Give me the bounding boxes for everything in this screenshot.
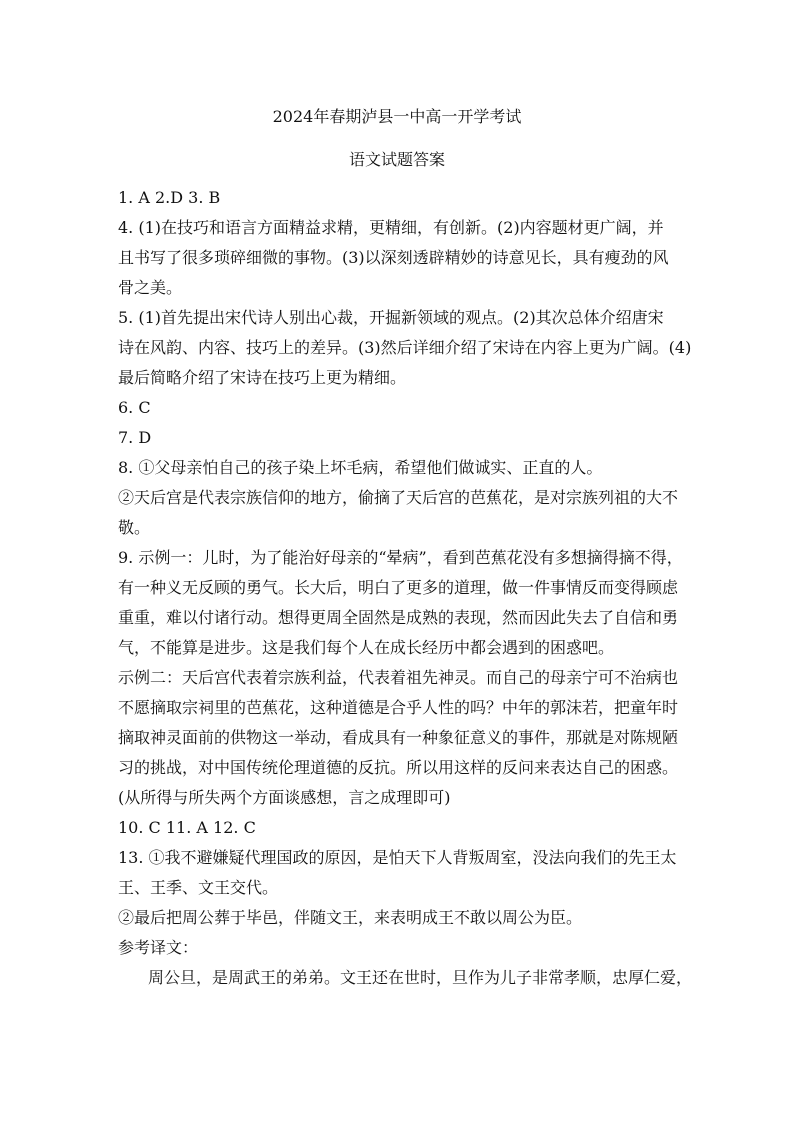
answer-line: 王、王季、文王交代。 bbox=[118, 878, 279, 897]
answer-line: 参考译文： bbox=[118, 938, 199, 957]
answer-line: ②最后把周公葬于毕邑，伴随文王，来表明成王不敢以周公为臣。 bbox=[118, 908, 583, 927]
answer-line: 5. (1)首先提出宋代诗人别出心裁，开掘新领域的观点。(2)其次总体介绍唐宋 bbox=[118, 308, 664, 327]
answer-line: 不愿摘取宗祠里的芭蕉花，这种道德是合乎人性的吗？中年的郭沫若，把童年时 bbox=[118, 698, 679, 717]
answer-line: 最后简略介绍了宋诗在技巧上更为精细。 bbox=[118, 368, 407, 387]
answer-line: 10. C 11. A 12. C bbox=[118, 818, 256, 837]
answer-line: 重重，难以付诸行动。想得更周全固然是成熟的表现，然而因此失去了自信和勇 bbox=[118, 608, 679, 627]
answer-line: 9. 示例一：儿时，为了能治好母亲的“晕病”，看到芭蕉花没有多想摘得摘不得， bbox=[118, 548, 683, 567]
document-subtitle: 语文试题答案 bbox=[348, 150, 445, 169]
answer-line: 且书写了很多琐碎细微的事物。(3)以深刻透辟精妙的诗意见长，具有瘦劲的风 bbox=[118, 248, 669, 267]
answer-line: 7. D bbox=[118, 428, 152, 447]
answer-line: 有一种义无反顾的勇气。长大后，明白了更多的道理，做一件事情反而变得顾虑 bbox=[118, 578, 679, 597]
answer-line: 习的挑战，对中国传统伦理道德的反抗。所以用这样的反问来表达自己的困惑。 bbox=[118, 758, 679, 777]
answer-line: (从所得与所失两个方面谈感想，言之成理即可) bbox=[118, 788, 451, 807]
answer-line: 1. A 2.D 3. B bbox=[118, 188, 221, 207]
translation-line: 周公旦，是周武王的弟弟。文王还在世时，旦作为儿子非常孝顺，忠厚仁爱， bbox=[148, 968, 693, 987]
answer-line: 示例二：天后宫代表着宗族利益，代表着祖先神灵。而自己的母亲宁可不治病也 bbox=[118, 668, 679, 687]
answer-line: 8. ①父母亲怕自己的孩子染上坏毛病，希望他们做诚实、正直的人。 bbox=[118, 458, 603, 477]
answer-line: 摘取神灵面前的供物这一举动，看成具有一种象征意义的事件，那就是对陈规陋 bbox=[118, 728, 679, 747]
document-title: 2024年春期泸县一中高一开学考试 bbox=[272, 107, 522, 126]
answer-line: 诗在风韵、内容、技巧上的差异。(3)然后详细介绍了宋诗在内容上更为广阔。(4) bbox=[118, 338, 692, 357]
answer-line: 13. ①我不避嫌疑代理国政的原因，是怕天下人背叛周室，没法向我们的先王太 bbox=[118, 848, 677, 867]
answer-line: 敬。 bbox=[118, 518, 151, 537]
answer-line: 6. C bbox=[118, 398, 151, 417]
answer-line: 骨之美。 bbox=[118, 278, 183, 297]
answer-content bbox=[118, 183, 693, 993]
answer-line: ②天后宫是代表宗族信仰的地方，偷摘了天后宫的芭蕉花，是对宗族列祖的大不 bbox=[118, 488, 679, 507]
answer-line: 4. (1)在技巧和语言方面精益求精，更精细，有创新。(2)内容题材更广阔，并 bbox=[118, 218, 664, 237]
answer-line: 气，不能算是进步。这是我们每个人在成长经历中都会遇到的困惑吧。 bbox=[118, 638, 615, 657]
